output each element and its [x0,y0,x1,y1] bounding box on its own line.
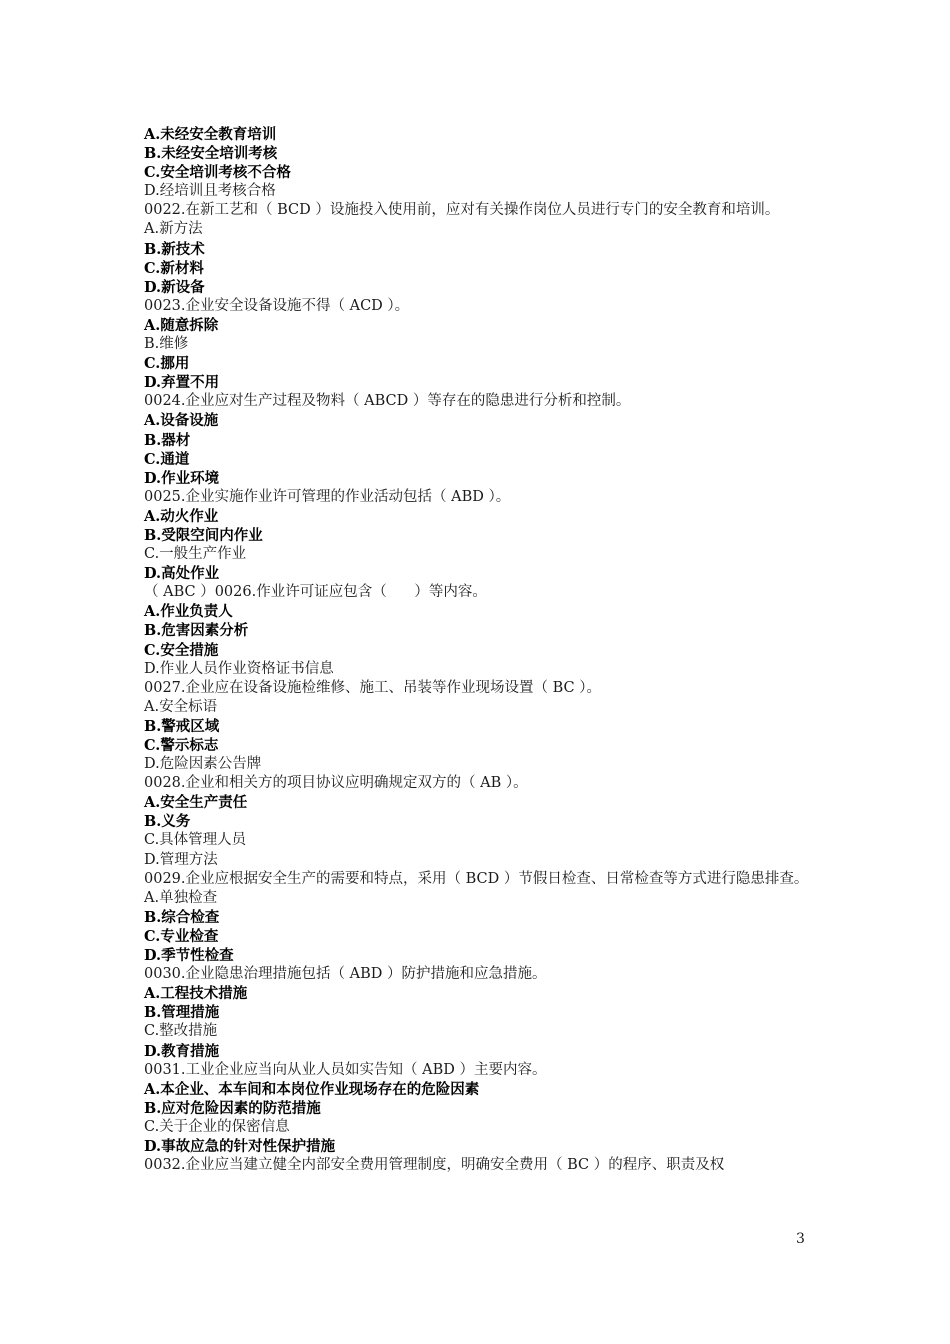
question-text: 0027.企业应在设备设施检维修、施工、吊装等作业现场设置（ BC ）。 [144,679,601,696]
option-correct: D.弃置不用 [144,374,220,392]
option-correct: B.应对危险因素的防范措施 [144,1099,321,1117]
question-text: （ ABC ）0026.作业许可证应包含（ ）等内容。 [144,584,487,601]
option-correct: C.通道 [144,450,190,468]
option-correct: D.季节性检查 [144,947,234,965]
option-correct: B.危害因素分析 [144,622,249,640]
option: C.具体管理人员 [144,832,247,849]
option: A.新方法 [144,221,203,238]
option: D.作业人员作业资格证书信息 [144,660,334,677]
option-correct: B.警戒区域 [144,717,220,735]
option-correct: B.义务 [144,813,191,831]
option-correct: C.安全培训考核不合格 [144,164,291,182]
question-text: 0029.企业应根据安全生产的需要和特点，采用（ BCD ）节假日检查、日常检查等方式进行隐患排查。 [144,870,809,887]
option: B.维修 [144,336,189,353]
option-correct: B.受限空间内作业 [144,526,263,544]
option-correct: A.设备设施 [144,412,219,430]
option: D.经培训且考核合格 [144,183,276,200]
question-text: 0022.在新工艺和（ BCD ）设施投入使用前，应对有关操作岗位人员进行专门的安全教育和培训。 [144,202,780,219]
question-list [144,125,810,1175]
option: D.危险因素公告牌 [144,756,262,773]
option: C.关于企业的保密信息 [144,1118,290,1135]
question-text: 0028.企业和相关方的项目协议应明确规定双方的（ AB ）。 [144,775,528,792]
option-correct: A.随意拆除 [144,316,219,334]
option-correct: C.挪用 [144,355,190,373]
option-correct: A.工程技术措施 [144,985,248,1003]
option-correct: B.器材 [144,431,191,449]
question-text: 0032.企业应当建立健全内部安全费用管理制度，明确安全费用（ BC ）的程序、职责及权 [144,1157,725,1174]
option-correct: D.高处作业 [144,565,220,583]
option: A.单独检查 [144,889,218,906]
option-correct: B.未经安全培训考核 [144,145,278,163]
option: D.管理方法 [144,851,218,868]
option: C.整改措施 [144,1023,218,1040]
question-text: 0031.工业企业应当向从业人员如实告知（ ABD ）主要内容。 [144,1061,547,1078]
option-correct: A.本企业、本车间和本岗位作业现场存在的危险因素 [144,1080,480,1098]
page-number: 3 [796,1231,805,1247]
question-text: 0023.企业安全设备设施不得（ ACD ）。 [144,297,410,314]
question-text: 0024.企业应对生产过程及物料（ ABCD ）等存在的隐患进行分析和控制。 [144,393,631,410]
option: C.一般生产作业 [144,546,247,563]
option-correct: C.警示标志 [144,737,219,754]
option-correct: D.教育措施 [144,1042,220,1060]
option-correct: D.事故应急的针对性保护措施 [144,1137,336,1155]
option-correct: A.作业负责人 [144,603,233,621]
option-correct: C.新材料 [144,259,204,277]
option-correct: B.管理措施 [144,1004,220,1022]
option-correct: B.综合检查 [144,908,220,926]
option-correct: C.专业检查 [144,927,219,945]
question-text: 0030.企业隐患治理措施包括（ ABD ）防护措施和应急措施。 [144,966,547,983]
option-correct: D.新设备 [144,278,205,296]
option: A.安全标语 [144,698,218,715]
question-text: 0025.企业实施作业许可管理的作业活动包括（ ABD ）。 [144,488,511,505]
option-correct: A.未经安全教育培训 [144,126,277,143]
option-correct: A.动火作业 [144,507,219,525]
option-correct: D.作业环境 [144,469,220,487]
option-correct: C.安全措施 [144,641,219,659]
option-correct: B.新技术 [144,240,205,258]
option-correct: A.安全生产责任 [144,794,248,812]
